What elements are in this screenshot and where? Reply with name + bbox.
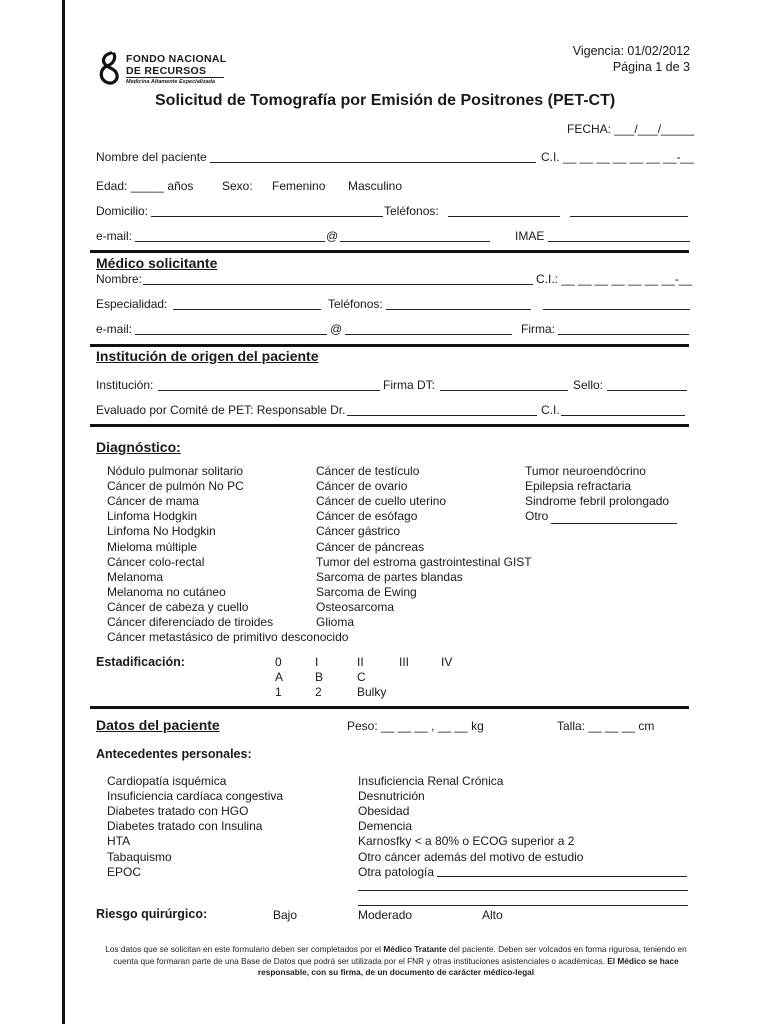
staging-option[interactable]: III	[399, 655, 410, 669]
staging-option[interactable]: C	[357, 670, 366, 684]
doctor-section-title: Médico solicitante	[96, 255, 218, 271]
patient-sex-label: Sexo:	[222, 179, 253, 193]
form-title: Solicitud de Tomografía por Emisión de Positrones (PET-CT)	[155, 92, 616, 109]
history-option-item[interactable]: Otro cáncer además del motivo de estudio	[358, 849, 584, 864]
institution-label: Institución:	[96, 378, 154, 392]
footer-bold-2: El Médico se hace responsable, con su firma, de un documento de carácter médico-legal	[257, 955, 679, 977]
doctor-name-label: Nombre:	[96, 272, 143, 286]
legal-footer	[96, 944, 696, 979]
diagnosis-option-item[interactable]: Sarcoma de partes blandas	[316, 569, 463, 584]
pet-committee-label: Evaluado por Comité de PET: Responsable Dr.	[96, 403, 346, 417]
pet-committee-doctor-field[interactable]	[347, 415, 537, 416]
doctor-name-field[interactable]	[143, 284, 533, 285]
staging-option[interactable]: 2	[315, 685, 322, 699]
specialty-field[interactable]	[173, 309, 321, 310]
history-option-item[interactable]: Insuficiencia cardíaca congestiva	[107, 789, 284, 804]
org-name-line2: DE RECURSOS	[126, 65, 207, 77]
diagnosis-other-field[interactable]	[551, 523, 677, 524]
history-option-item[interactable]: HTA	[107, 834, 131, 849]
diagnosis-option-item[interactable]: Cáncer de mama	[107, 494, 200, 509]
doctor-email-label: e-mail:	[96, 322, 133, 336]
history-option-item[interactable]: Tabaquismo	[107, 849, 172, 864]
diagnosis-option-item[interactable]: Sarcoma de Ewing	[316, 584, 417, 599]
patient-email-domain-field[interactable]	[340, 241, 490, 242]
diagnosis-option-item[interactable]: Linfoma No Hodgkin	[107, 524, 216, 539]
surgical-risk-label: Riesgo quirúrgico:	[96, 907, 208, 921]
dt-signature-label: Firma DT:	[383, 378, 435, 392]
committee-ci-label: C.I.	[541, 403, 560, 417]
footer-bold-1: Médico Tratante	[383, 944, 447, 954]
doctor-phone-field-2[interactable]	[543, 309, 690, 310]
date-field[interactable]: FECHA: ___/___/_____	[567, 122, 695, 136]
fnr-logo-icon	[97, 50, 121, 86]
diagnosis-option-item[interactable]: Cáncer de ovario	[316, 479, 408, 494]
doctor-phone-field-1[interactable]	[386, 309, 531, 310]
patient-name-label: Nombre del paciente	[96, 150, 207, 164]
other-pathology-field-line2[interactable]	[358, 890, 688, 891]
patient-name-field[interactable]	[210, 162, 536, 163]
diagnosis-option-item[interactable]: Cáncer gástrico	[316, 524, 401, 539]
staging-option[interactable]: A	[275, 670, 284, 684]
diagnosis-option-item[interactable]: Tumor del estroma gastrointestinal GIST	[316, 554, 532, 569]
doctor-signature-label: Firma:	[521, 322, 555, 336]
staging-option[interactable]: I	[315, 655, 319, 669]
validity-date: Vigencia: 01/02/2012	[572, 44, 690, 58]
patient-ci-field[interactable]: C.I. __ __ __ __ __ __ __-__	[541, 150, 694, 164]
institution-field[interactable]	[158, 390, 380, 391]
doctor-phones-label: Teléfonos:	[328, 297, 383, 311]
history-option-item[interactable]: Obesidad	[358, 804, 410, 819]
diagnosis-option-item[interactable]: Mieloma múltiple	[107, 539, 198, 554]
staging-label: Estadificación:	[96, 655, 185, 669]
diagnosis-option-item[interactable]: Otro	[525, 509, 549, 524]
diagnosis-option-item[interactable]: Linfoma Hodgkin	[107, 509, 198, 524]
page-left-border	[62, 0, 65, 1024]
other-pathology-field-line3[interactable]	[358, 905, 688, 906]
diagnosis-option-item[interactable]: Cáncer metastásico de primitivo desconocido	[107, 630, 349, 645]
specialty-label: Especialidad:	[96, 297, 168, 311]
committee-ci-field[interactable]	[561, 415, 685, 416]
seal-field[interactable]	[607, 390, 687, 391]
sex-option-male[interactable]: Masculino	[348, 179, 403, 193]
imae-field[interactable]	[548, 241, 690, 242]
diagnosis-option-item[interactable]: Tumor neuroendócrino	[525, 464, 646, 478]
doctor-ci-field[interactable]: C.I.: __ __ __ __ __ __ __-__	[536, 272, 693, 286]
diagnosis-option-item[interactable]: Melanoma	[107, 569, 164, 584]
sex-option-female[interactable]: Femenino	[272, 179, 326, 193]
doctor-email-at: @	[330, 322, 343, 336]
diagnosis-option-item[interactable]: Epilepsia refractaria	[525, 479, 632, 494]
org-name-line1: FONDO NACIONAL	[126, 53, 227, 65]
diagnosis-option-item[interactable]: Osteosarcoma	[316, 599, 395, 614]
staging-option[interactable]: B	[315, 670, 324, 684]
patient-data-section-title: Datos del paciente	[96, 717, 220, 733]
diagnosis-option-item[interactable]: Cáncer diferenciado de tiroides	[107, 615, 274, 629]
patient-phone-field-2[interactable]	[570, 216, 688, 217]
doctor-signature-field[interactable]	[558, 334, 689, 335]
section-divider	[90, 344, 689, 347]
diagnosis-option-item[interactable]: Sindrome febril prolongado	[525, 494, 670, 509]
history-option-item[interactable]: Insuficiencia Renal Crónica	[358, 774, 504, 788]
history-option-item[interactable]: EPOC	[107, 864, 142, 879]
diagnosis-option-item[interactable]: Melanoma no cutáneo	[107, 584, 226, 599]
staging-option[interactable]: II	[357, 655, 364, 669]
doctor-email-user-field[interactable]	[135, 334, 327, 335]
institution-section-title: Institución de origen del paciente	[96, 348, 319, 364]
risk-option-low[interactable]: Bajo	[273, 908, 298, 922]
risk-option-high[interactable]: Alto	[482, 908, 503, 922]
height-field[interactable]: Talla: __ __ __ cm	[557, 719, 655, 733]
patient-age-field[interactable]: Edad: _____ años	[96, 179, 194, 193]
staging-option[interactable]: 1	[275, 685, 282, 699]
staging-option[interactable]: Bulky	[357, 685, 387, 699]
address-label: Domicilio:	[96, 204, 149, 218]
history-option-item[interactable]: Otra patología	[358, 864, 435, 879]
history-option-item[interactable]: Diabetes tratado con HGO	[107, 804, 249, 819]
diagnosis-option-item[interactable]: Cáncer de páncreas	[316, 539, 425, 554]
diagnosis-option-item[interactable]: Nódulo pulmonar solitario	[107, 464, 244, 478]
patient-phones-label: Teléfonos:	[384, 204, 439, 218]
weight-field[interactable]: Peso: __ __ __ , __ __ kg	[347, 719, 484, 733]
diagnosis-option-item[interactable]: Cáncer de testículo	[316, 464, 420, 478]
diagnosis-option-item[interactable]: Cáncer de cuello uterino	[316, 494, 447, 509]
doctor-email-domain-field[interactable]	[345, 334, 512, 335]
risk-option-moderate[interactable]: Moderado	[358, 908, 413, 922]
diagnosis-option-item[interactable]: Cáncer de pulmón No PC	[107, 479, 244, 494]
diagnosis-option-item[interactable]: Glioma	[316, 615, 355, 629]
diagnosis-option-item[interactable]: Cáncer de esófago	[316, 509, 418, 524]
section-divider	[90, 706, 689, 709]
other-pathology-field[interactable]	[437, 876, 687, 877]
history-option-item[interactable]: Cardiopatía isquémica	[107, 774, 227, 788]
section-divider	[90, 250, 689, 253]
history-option-item[interactable]: Diabetes tratado con Insulina	[107, 819, 263, 834]
page-number: Página 1 de 3	[612, 60, 690, 74]
footer-text-1: Los datos que se solicitan en este formulario deben ser completados por el	[105, 944, 384, 954]
logo-divider	[126, 77, 224, 78]
org-tagline: Medicina Altamente Especializada	[126, 79, 216, 85]
history-option-item[interactable]: Demencia	[358, 819, 413, 834]
patient-email-user-field[interactable]	[135, 241, 325, 242]
diagnosis-section-title: Diagnóstico:	[96, 439, 181, 455]
diagnosis-option-item[interactable]: Cáncer colo-rectal	[107, 554, 205, 569]
address-field[interactable]	[151, 216, 383, 217]
dt-signature-field[interactable]	[440, 390, 568, 391]
footer-text-2: del paciente. Deben ser volcados en forma rigurosa, teniendo en cuenta que formaran parte de una Base de Datos que podrá ser utilizada por el FNR y otras instituciones asistenciales o académicas.	[113, 944, 687, 966]
imae-label: IMAE	[515, 229, 545, 243]
staging-option[interactable]: 0	[275, 655, 282, 669]
staging-option[interactable]: IV	[441, 655, 453, 669]
patient-email-at: @	[326, 229, 339, 243]
diagnosis-option-item[interactable]: Cáncer de cabeza y cuello	[107, 599, 249, 614]
seal-label: Sello:	[573, 378, 604, 392]
personal-history-label: Antecedentes personales:	[96, 747, 252, 761]
patient-phone-field-1[interactable]	[448, 216, 560, 217]
section-divider	[90, 424, 689, 427]
history-option-item[interactable]: Desnutrición	[358, 789, 425, 804]
patient-email-label: e-mail:	[96, 229, 133, 243]
history-option-item[interactable]: Karnosfky < a 80% o ECOG superior a 2	[358, 834, 575, 849]
